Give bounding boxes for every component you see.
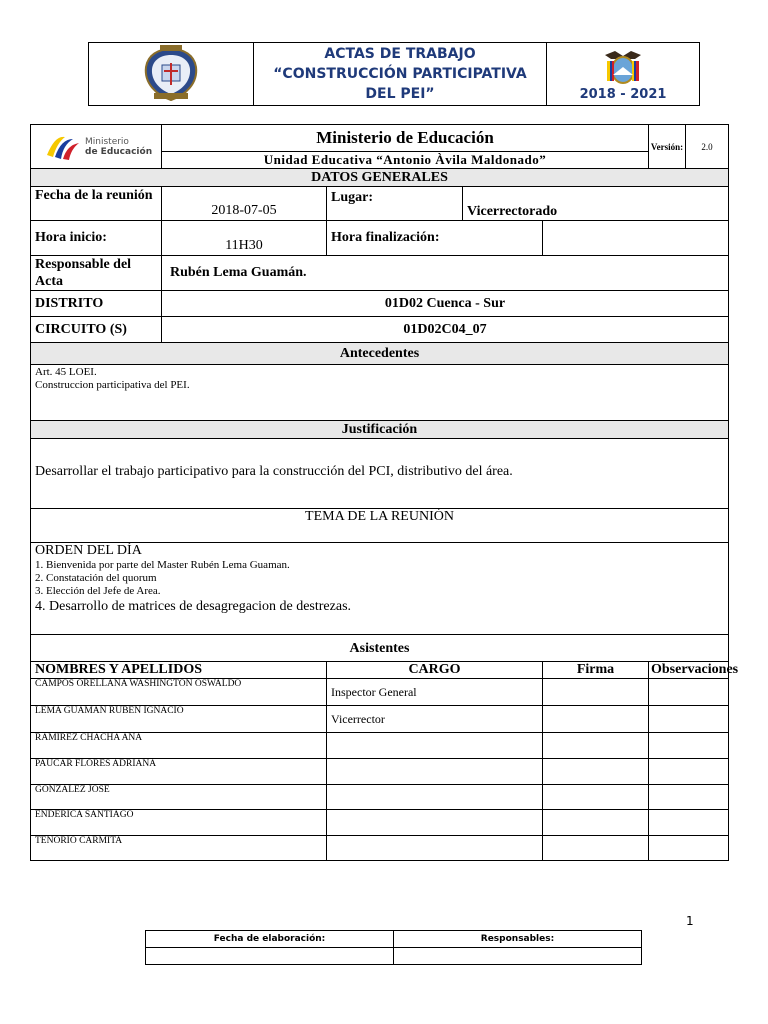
responsable-label: Responsable del Acta bbox=[31, 256, 162, 291]
asistente-cargo: Inspector General bbox=[327, 679, 543, 706]
asistente-observaciones bbox=[649, 810, 729, 836]
ministry-logo-icon bbox=[45, 133, 81, 161]
asistente-firma bbox=[543, 810, 649, 836]
asistente-observaciones bbox=[649, 679, 729, 706]
asistente-cargo bbox=[327, 836, 543, 861]
tema-title: TEMA DE LA REUNIÓN bbox=[31, 509, 729, 543]
ministry-logo-text-1: Ministerio bbox=[85, 136, 129, 147]
orden-item-3: 3. Elección del Jefe de Area. bbox=[35, 585, 161, 597]
table-row bbox=[31, 836, 729, 861]
asistente-nombre: CAMPOS ORELLANA WASHINGTON OSWALDO bbox=[31, 679, 327, 706]
orden-del-dia bbox=[31, 543, 729, 635]
asistente-observaciones bbox=[649, 836, 729, 861]
asistente-cargo bbox=[327, 759, 543, 785]
datos-generales-title: DATOS GENERALES bbox=[31, 169, 729, 187]
distrito-label: DISTRITO bbox=[31, 291, 162, 317]
table-row bbox=[31, 810, 729, 836]
col-firma: Firma bbox=[543, 662, 649, 679]
asistente-nombre: RAMIREZ CHACHA ANA bbox=[31, 733, 327, 759]
orden-title: ORDEN DEL DÍA bbox=[35, 543, 142, 558]
asistente-nombre: TENORIO CARMITA bbox=[31, 836, 327, 861]
asistente-cargo bbox=[327, 810, 543, 836]
circuito-value: 01D02C04_07 bbox=[162, 317, 729, 343]
antecedentes-line-1: Art. 45 LOEI. bbox=[35, 366, 97, 378]
hora-inicio-label: Hora inicio: bbox=[31, 221, 162, 256]
title-line-1: ACTAS DE TRABAJO bbox=[324, 46, 476, 62]
coat-of-arms-icon bbox=[601, 47, 645, 85]
asistente-cargo bbox=[327, 733, 543, 759]
title-line-3: DEL PEI” bbox=[365, 86, 435, 102]
responsables-label: Responsables: bbox=[394, 931, 642, 948]
orden-item-4: 4. Desarrollo de matrices de desagregacion de destrezas. bbox=[35, 599, 352, 614]
fecha-elaboracion-value bbox=[146, 948, 394, 965]
table-row bbox=[31, 706, 729, 733]
table-row bbox=[31, 679, 729, 706]
ministry-name: Ministerio de Educación bbox=[162, 125, 649, 152]
school-logo-cell bbox=[89, 43, 254, 105]
table-row bbox=[31, 733, 729, 759]
antecedentes-title: Antecedentes bbox=[31, 343, 729, 365]
version-label: Versión: bbox=[649, 125, 686, 169]
acta-form bbox=[30, 124, 739, 861]
responsable-value: Rubén Lema Guamán. bbox=[162, 256, 729, 291]
asistente-firma bbox=[543, 759, 649, 785]
title-line-2: “CONSTRUCCIÓN PARTICIPATIVA bbox=[273, 66, 527, 82]
table-row bbox=[31, 759, 729, 785]
hora-inicio-value: 11H30 bbox=[162, 221, 327, 256]
hora-fin-label: Hora finalización: bbox=[327, 221, 543, 256]
asistente-observaciones bbox=[649, 759, 729, 785]
asistente-cargo bbox=[327, 785, 543, 810]
justificacion-title: Justificación bbox=[31, 421, 729, 439]
footer-table bbox=[145, 930, 642, 965]
asistente-firma bbox=[543, 785, 649, 810]
asistente-nombre: PAUCAR FLORES ADRIANA bbox=[31, 759, 327, 785]
circuito-label: CIRCUITO (S) bbox=[31, 317, 162, 343]
version-value: 2.0 bbox=[686, 125, 729, 169]
school-name: Unidad Educativa “Antonio Àvila Maldonado” bbox=[162, 152, 649, 169]
hora-fin-value bbox=[543, 221, 729, 256]
justificacion-text: Desarrollar el trabajo participativo para la construcción del PCI, distributivo del área. bbox=[31, 439, 729, 509]
asistente-firma bbox=[543, 706, 649, 733]
ministry-logo-cell bbox=[31, 125, 162, 169]
col-observaciones: Observaciones bbox=[649, 662, 729, 679]
ministry-logo-text-2: de Educación bbox=[85, 146, 153, 157]
col-cargo: CARGO bbox=[327, 662, 543, 679]
fecha-elaboracion-label: Fecha de elaboración: bbox=[146, 931, 394, 948]
document-title bbox=[254, 43, 547, 105]
table-row bbox=[31, 785, 729, 810]
asistentes-title: Asistentes bbox=[31, 635, 729, 662]
school-crest-icon bbox=[140, 45, 202, 103]
responsables-value bbox=[394, 948, 642, 965]
years-label: 2018 - 2021 bbox=[579, 86, 667, 102]
asistente-observaciones bbox=[649, 706, 729, 733]
lugar-value: Vicerrectorado bbox=[463, 187, 729, 221]
asistente-cargo: Vicerrector bbox=[327, 706, 543, 733]
asistente-observaciones bbox=[649, 733, 729, 759]
asistente-firma bbox=[543, 836, 649, 861]
orden-item-2: 2. Constatación del quorum bbox=[35, 572, 157, 584]
asistente-firma bbox=[543, 679, 649, 706]
antecedentes-body bbox=[31, 365, 729, 421]
asistente-nombre: ENDERICA SANTIAGO bbox=[31, 810, 327, 836]
lugar-label: Lugar: bbox=[327, 187, 463, 221]
col-nombres: NOMBRES Y APELLIDOS bbox=[31, 662, 327, 679]
distrito-value: 01D02 Cuenca - Sur bbox=[162, 291, 729, 317]
document-header bbox=[88, 42, 700, 106]
asistente-firma bbox=[543, 733, 649, 759]
asistente-observaciones bbox=[649, 785, 729, 810]
coat-of-arms-cell bbox=[547, 43, 699, 105]
fecha-label: Fecha de la reunión bbox=[31, 187, 162, 221]
orden-item-1: 1. Bienvenida por parte del Master Rubén Lema Guaman. bbox=[35, 559, 290, 571]
page-number: 1 bbox=[686, 914, 694, 928]
fecha-value: 2018-07-05 bbox=[162, 187, 327, 221]
antecedentes-line-2: Construccion participativa del PEI. bbox=[35, 379, 190, 391]
asistente-nombre: LEMA GUAMAN RUBEN IGNACIO bbox=[31, 706, 327, 733]
asistente-nombre: GONZALEZ JOSE bbox=[31, 785, 327, 810]
